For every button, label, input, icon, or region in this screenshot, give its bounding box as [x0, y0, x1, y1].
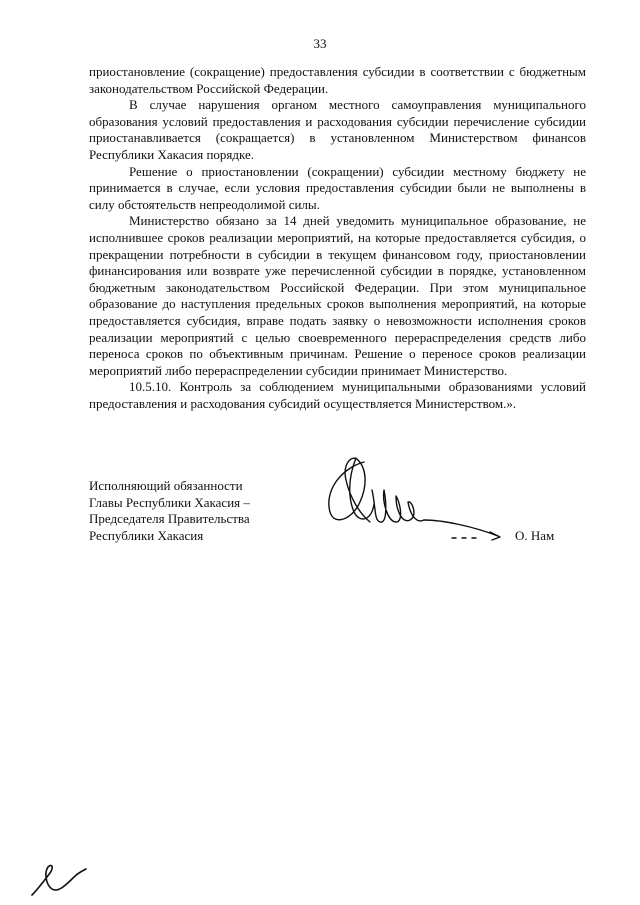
page-number: 33: [313, 36, 327, 51]
signatory-title: [89, 478, 250, 544]
signer-name: О. Нам: [515, 528, 555, 543]
paragraph-control-clause: 10.5.10. Контроль за соблюдением муниципальными образованиями условий предоставления и расходования субсидий осуществляется Министерством.».: [89, 379, 586, 411]
handwritten-initial-mark: [28, 855, 88, 897]
paragraph-ministry-notice: Министерство обязано за 14 дней уведомить муниципальное образование, не исполнившее сроков реализации мероприятий, на которые предоставляется субсидия, о прекращении потребности в субсидии в текущем финансовом году, приостановлении финансирования или возврате уже перечисленной субсидии в порядке, установленном бюджетным законодательством Российской Федерации. При этом муниципальное образование до наступления предельных сроков выполнения мероприятий, на которые предоставляется субсидия, вправе подать заявку о невозможности исполнения сроков реализации мероприятий с целью своевременного перераспределения средств либо переноса сроков по объективным причинам. Решение о переносе сроков реализации мероприятий либо перераспределении субсидии принимает Министерство.: [89, 213, 586, 378]
signatory-title-line: Председателя Правительства: [89, 511, 250, 527]
signatory-title-line: Исполняющий обязанности: [89, 478, 243, 493]
paragraph-violation: В случае нарушения органом местного самоуправления муниципального образования условий предоставления и расходования субсидии перечисление субсидии приостанавливается (сокращается) в установленном Министерством финансов Республики Хакасия порядке.: [89, 97, 586, 162]
document-body: [89, 64, 586, 412]
paragraph-continuation: приостановление (сокращение) предоставления субсидии в соответствии с бюджетным законодательством Российской Федерации.: [89, 64, 586, 96]
paragraph-force-majeure: Решение о приостановлении (сокращении) субсидии местному бюджету не принимается в случае, если условия предоставления субсидии были не выполнены в силу обстоятельств непреодолимой силы.: [89, 163, 586, 212]
signatory-title-line: Республики Хакасия: [89, 527, 204, 543]
handwritten-signature: [312, 450, 512, 550]
signatory-title-line: Главы Республики Хакасия –: [89, 494, 250, 510]
